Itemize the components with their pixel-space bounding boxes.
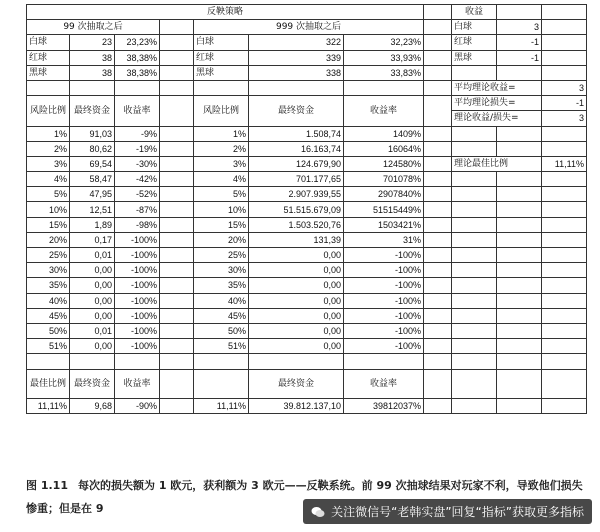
cell	[70, 80, 115, 95]
capital-cell: 1.508,74	[249, 126, 344, 141]
cell	[424, 20, 452, 35]
watermark-banner	[303, 499, 592, 524]
capital-header: 最终资金	[70, 96, 115, 126]
cell	[542, 278, 587, 293]
cell	[497, 398, 542, 413]
cell	[542, 172, 587, 187]
data-row	[27, 126, 587, 141]
risk-cell: 51%	[194, 339, 249, 354]
cell	[160, 248, 194, 263]
ball-percent: 32,23%	[344, 35, 424, 50]
cell	[542, 126, 587, 141]
cell	[160, 50, 194, 65]
cell	[542, 217, 587, 232]
cell	[497, 278, 542, 293]
cell	[497, 141, 542, 156]
ball-percent: 33,93%	[344, 50, 424, 65]
cell	[452, 65, 497, 80]
ball-percent: 23,23%	[115, 35, 160, 50]
risk-cell: 10%	[194, 202, 249, 217]
cell	[424, 369, 452, 398]
best-capital-cell: 9,68	[70, 398, 115, 413]
stat-label: 理论收益/损失=	[452, 111, 542, 126]
cell	[542, 323, 587, 338]
title-row	[27, 5, 587, 20]
stat-value: 3	[542, 80, 587, 95]
risk-cell: 30%	[27, 263, 70, 278]
yield-cell: -98%	[115, 217, 160, 232]
capital-cell: 0,00	[70, 293, 115, 308]
data-row	[27, 278, 587, 293]
capital-cell: 124.679,90	[249, 156, 344, 171]
cell	[452, 248, 497, 263]
risk-cell: 30%	[194, 263, 249, 278]
yield-cell: -100%	[115, 339, 160, 354]
yield-cell: -30%	[115, 156, 160, 171]
cell	[249, 80, 344, 95]
ball-name: 红球	[27, 50, 70, 65]
stat-label: 平均理论收益=	[452, 80, 542, 95]
strategy-table	[26, 4, 587, 414]
risk-header: 风险比例	[194, 96, 249, 126]
yield-cell: -100%	[115, 248, 160, 263]
cell	[424, 323, 452, 338]
cell	[497, 354, 542, 369]
spacer-row	[27, 80, 587, 95]
left-block-header: 99 次抽取之后	[27, 20, 160, 35]
watermark-text: 关注微信号“老韩实盘”回复“指标”获取更多指标	[331, 505, 584, 519]
yield-cell: 51515449%	[344, 202, 424, 217]
capital-cell: 0,00	[249, 263, 344, 278]
cell	[452, 398, 497, 413]
yield-cell: 701078%	[344, 172, 424, 187]
best-ratio-value: 11,11%	[542, 156, 587, 171]
risk-cell: 40%	[27, 293, 70, 308]
cell	[497, 217, 542, 232]
risk-cell: 20%	[27, 232, 70, 247]
capital-cell: 0,01	[70, 248, 115, 263]
capital-cell: 80,62	[70, 141, 115, 156]
risk-cell: 2%	[27, 141, 70, 156]
risk-cell: 25%	[27, 248, 70, 263]
cell	[497, 293, 542, 308]
risk-cell: 35%	[27, 278, 70, 293]
cell	[542, 35, 587, 50]
best-row	[27, 398, 587, 413]
cell	[542, 354, 587, 369]
cell	[497, 65, 542, 80]
capital-header: 最终资金	[249, 96, 344, 126]
cell	[424, 156, 452, 171]
risk-cell: 3%	[27, 156, 70, 171]
cell	[497, 5, 542, 20]
cell	[497, 369, 542, 398]
ball-percent: 38,38%	[115, 50, 160, 65]
best-risk-cell: 11,11%	[27, 398, 70, 413]
payoff-label: 白球	[452, 20, 497, 35]
cell	[452, 339, 497, 354]
yield-cell: -100%	[115, 263, 160, 278]
risk-cell: 45%	[27, 308, 70, 323]
data-row	[27, 232, 587, 247]
cell	[542, 65, 587, 80]
cell	[497, 308, 542, 323]
ball-name: 白球	[194, 35, 249, 50]
cell	[344, 80, 424, 95]
capital-cell: 0,00	[249, 308, 344, 323]
capital-cell: 69,54	[70, 156, 115, 171]
wechat-icon	[311, 506, 325, 518]
cell	[160, 339, 194, 354]
stat-value: -1	[542, 96, 587, 111]
capital-cell: 0,00	[70, 308, 115, 323]
data-row	[27, 323, 587, 338]
cell	[160, 263, 194, 278]
data-row	[27, 217, 587, 232]
cell	[542, 232, 587, 247]
capital-cell: 51.515.679,09	[249, 202, 344, 217]
cell	[497, 248, 542, 263]
cell	[160, 308, 194, 323]
capital-cell: 12,51	[70, 202, 115, 217]
cell	[160, 156, 194, 171]
capital-cell: 0,00	[249, 278, 344, 293]
cell	[542, 187, 587, 202]
cell	[160, 278, 194, 293]
ball-row	[27, 35, 587, 50]
payoff-label: 黑球	[452, 50, 497, 65]
capital-cell: 0,00	[70, 263, 115, 278]
cell	[452, 308, 497, 323]
capital-cell: 47,95	[70, 187, 115, 202]
best-yield-cell: 39812037%	[344, 398, 424, 413]
cell	[497, 126, 542, 141]
yield-cell: -52%	[115, 187, 160, 202]
risk-cell: 5%	[27, 187, 70, 202]
best-capital-cell: 39.812.137,10	[249, 398, 344, 413]
cell	[160, 398, 194, 413]
best-risk-header: 最佳比例	[27, 369, 70, 398]
cell	[424, 217, 452, 232]
cell	[452, 263, 497, 278]
yield-cell: -100%	[115, 232, 160, 247]
cell	[497, 172, 542, 187]
cell	[424, 202, 452, 217]
cell	[452, 126, 497, 141]
data-row	[27, 308, 587, 323]
cell	[424, 263, 452, 278]
cell	[194, 369, 249, 398]
ball-row	[27, 65, 587, 80]
risk-cell: 5%	[194, 187, 249, 202]
cell	[160, 172, 194, 187]
cell	[70, 354, 115, 369]
stat-label: 平均理论损失=	[452, 96, 542, 111]
cell	[452, 172, 497, 187]
cell	[160, 141, 194, 156]
yield-cell: 1409%	[344, 126, 424, 141]
ball-count: 338	[249, 65, 344, 80]
cell	[160, 202, 194, 217]
capital-cell: 0,00	[249, 339, 344, 354]
cell	[497, 202, 542, 217]
cell	[452, 202, 497, 217]
cell	[424, 80, 452, 95]
risk-cell: 15%	[27, 217, 70, 232]
ball-percent: 33,83%	[344, 65, 424, 80]
data-row	[27, 172, 587, 187]
risk-cell: 50%	[194, 323, 249, 338]
yield-header: 收益率	[115, 96, 160, 126]
best-capital-header: 最终资金	[249, 369, 344, 398]
cell	[424, 5, 452, 20]
cell	[424, 232, 452, 247]
cell	[452, 232, 497, 247]
yield-cell: 124580%	[344, 156, 424, 171]
capital-cell: 1.503.520,76	[249, 217, 344, 232]
cell	[452, 278, 497, 293]
capital-cell: 0,00	[249, 293, 344, 308]
cell	[115, 80, 160, 95]
risk-cell: 51%	[27, 339, 70, 354]
risk-cell: 4%	[194, 172, 249, 187]
risk-cell: 4%	[27, 172, 70, 187]
cell	[424, 339, 452, 354]
cell	[160, 217, 194, 232]
cell	[542, 5, 587, 20]
capital-cell: 16.163,74	[249, 141, 344, 156]
risk-cell: 35%	[194, 278, 249, 293]
capital-cell: 0,00	[249, 323, 344, 338]
cell	[194, 80, 249, 95]
cell	[160, 20, 194, 35]
best-header-row	[27, 369, 587, 398]
data-row	[27, 202, 587, 217]
capital-cell: 2.907.939,55	[249, 187, 344, 202]
cell	[542, 20, 587, 35]
cell	[160, 80, 194, 95]
yield-cell: -100%	[115, 308, 160, 323]
data-row	[27, 339, 587, 354]
yield-cell: -9%	[115, 126, 160, 141]
yield-cell: -100%	[344, 263, 424, 278]
cell	[542, 50, 587, 65]
risk-cell: 50%	[27, 323, 70, 338]
cell	[160, 232, 194, 247]
risk-cell: 20%	[194, 232, 249, 247]
risk-cell: 1%	[194, 126, 249, 141]
cell	[424, 278, 452, 293]
yield-cell: 2907840%	[344, 187, 424, 202]
yield-cell: 16064%	[344, 141, 424, 156]
cell	[424, 308, 452, 323]
cell	[249, 354, 344, 369]
ball-name: 黑球	[27, 65, 70, 80]
mid-block-header: 999 次抽取之后	[194, 20, 424, 35]
data-row	[27, 263, 587, 278]
cell	[424, 65, 452, 80]
yield-cell: -100%	[344, 248, 424, 263]
cell	[344, 354, 424, 369]
data-row	[27, 248, 587, 263]
cell	[542, 308, 587, 323]
payoff-value: -1	[497, 35, 542, 50]
capital-cell: 1,89	[70, 217, 115, 232]
payoff-label: 红球	[452, 35, 497, 50]
cell	[160, 35, 194, 50]
best-risk-cell: 11,11%	[194, 398, 249, 413]
cell	[194, 354, 249, 369]
risk-cell: 15%	[194, 217, 249, 232]
ball-percent: 38,38%	[115, 65, 160, 80]
best-yield-header: 收益率	[344, 369, 424, 398]
yield-header: 收益率	[344, 96, 424, 126]
cell	[542, 369, 587, 398]
caption-text: 每次的损失额为 1 欧元，获利额为 3 欧元——反鞅系统。前 99 次抽球结果对玩家不利，导致他们损失惨重；但是在 9	[26, 479, 583, 515]
ball-count: 339	[249, 50, 344, 65]
ball-name: 红球	[194, 50, 249, 65]
cell	[452, 323, 497, 338]
risk-cell: 10%	[27, 202, 70, 217]
cell	[424, 126, 452, 141]
cell	[452, 293, 497, 308]
cell	[115, 354, 160, 369]
payoff-header: 收益	[452, 5, 497, 20]
cell	[160, 323, 194, 338]
data-row	[27, 293, 587, 308]
cell	[452, 141, 497, 156]
capital-cell: 131,39	[249, 232, 344, 247]
yield-cell: -87%	[115, 202, 160, 217]
yield-cell: -100%	[115, 278, 160, 293]
risk-header: 风险比例	[27, 96, 70, 126]
cell	[160, 293, 194, 308]
payoff-value: 3	[497, 20, 542, 35]
cell	[497, 232, 542, 247]
subtitle-row	[27, 20, 587, 35]
cell	[497, 263, 542, 278]
cell	[424, 398, 452, 413]
yield-cell: -100%	[344, 278, 424, 293]
capital-cell: 91,03	[70, 126, 115, 141]
risk-cell: 25%	[194, 248, 249, 263]
cell	[424, 248, 452, 263]
spreadsheet-figure	[26, 4, 584, 464]
capital-cell: 0,01	[70, 323, 115, 338]
cell	[424, 172, 452, 187]
yield-cell: 1503421%	[344, 217, 424, 232]
yield-cell: -100%	[344, 308, 424, 323]
data-row	[27, 141, 587, 156]
ball-name: 白球	[27, 35, 70, 50]
cell	[452, 354, 497, 369]
yield-cell: -100%	[344, 323, 424, 338]
capital-cell: 0,17	[70, 232, 115, 247]
cell	[160, 369, 194, 398]
data-row	[27, 187, 587, 202]
cell	[497, 187, 542, 202]
yield-cell: -19%	[115, 141, 160, 156]
best-ratio-label: 理论最佳比例	[452, 156, 542, 171]
yield-cell: -42%	[115, 172, 160, 187]
best-yield-cell: -90%	[115, 398, 160, 413]
yield-cell: -100%	[344, 339, 424, 354]
capital-cell: 0,00	[249, 248, 344, 263]
cell	[452, 217, 497, 232]
column-header-row	[27, 96, 587, 111]
cell	[542, 202, 587, 217]
risk-cell: 2%	[194, 141, 249, 156]
cell	[424, 96, 452, 126]
cell	[542, 141, 587, 156]
risk-cell: 3%	[194, 156, 249, 171]
yield-cell: 31%	[344, 232, 424, 247]
cell	[160, 187, 194, 202]
cell	[542, 339, 587, 354]
figure-number: 图 1.11	[26, 479, 68, 492]
cell	[424, 293, 452, 308]
cell	[542, 248, 587, 263]
cell	[424, 354, 452, 369]
cell	[27, 80, 70, 95]
payoff-value: -1	[497, 50, 542, 65]
cell	[424, 35, 452, 50]
cell	[542, 263, 587, 278]
cell	[424, 50, 452, 65]
spacer-row	[27, 354, 587, 369]
cell	[452, 369, 497, 398]
best-yield-header: 收益率	[115, 369, 160, 398]
cell	[160, 126, 194, 141]
yield-cell: -100%	[115, 323, 160, 338]
ball-count: 23	[70, 35, 115, 50]
ball-count: 38	[70, 65, 115, 80]
data-row	[27, 156, 587, 171]
cell	[160, 65, 194, 80]
risk-cell: 1%	[27, 126, 70, 141]
ball-count: 322	[249, 35, 344, 50]
capital-cell: 0,00	[70, 339, 115, 354]
table-title: 反鞅策略	[27, 5, 424, 20]
cell	[542, 398, 587, 413]
ball-count: 38	[70, 50, 115, 65]
cell	[542, 293, 587, 308]
cell	[497, 339, 542, 354]
ball-name: 黑球	[194, 65, 249, 80]
risk-cell: 40%	[194, 293, 249, 308]
cell	[497, 323, 542, 338]
capital-cell: 0,00	[70, 278, 115, 293]
cell	[452, 187, 497, 202]
cell	[424, 187, 452, 202]
best-capital-header: 最终资金	[70, 369, 115, 398]
cell	[424, 141, 452, 156]
risk-cell: 45%	[194, 308, 249, 323]
cell	[160, 96, 194, 126]
capital-cell: 701.177,65	[249, 172, 344, 187]
stat-value: 3	[542, 111, 587, 126]
ball-row	[27, 50, 587, 65]
capital-cell: 58,47	[70, 172, 115, 187]
yield-cell: -100%	[115, 293, 160, 308]
yield-cell: -100%	[344, 293, 424, 308]
cell	[160, 354, 194, 369]
cell	[27, 354, 70, 369]
